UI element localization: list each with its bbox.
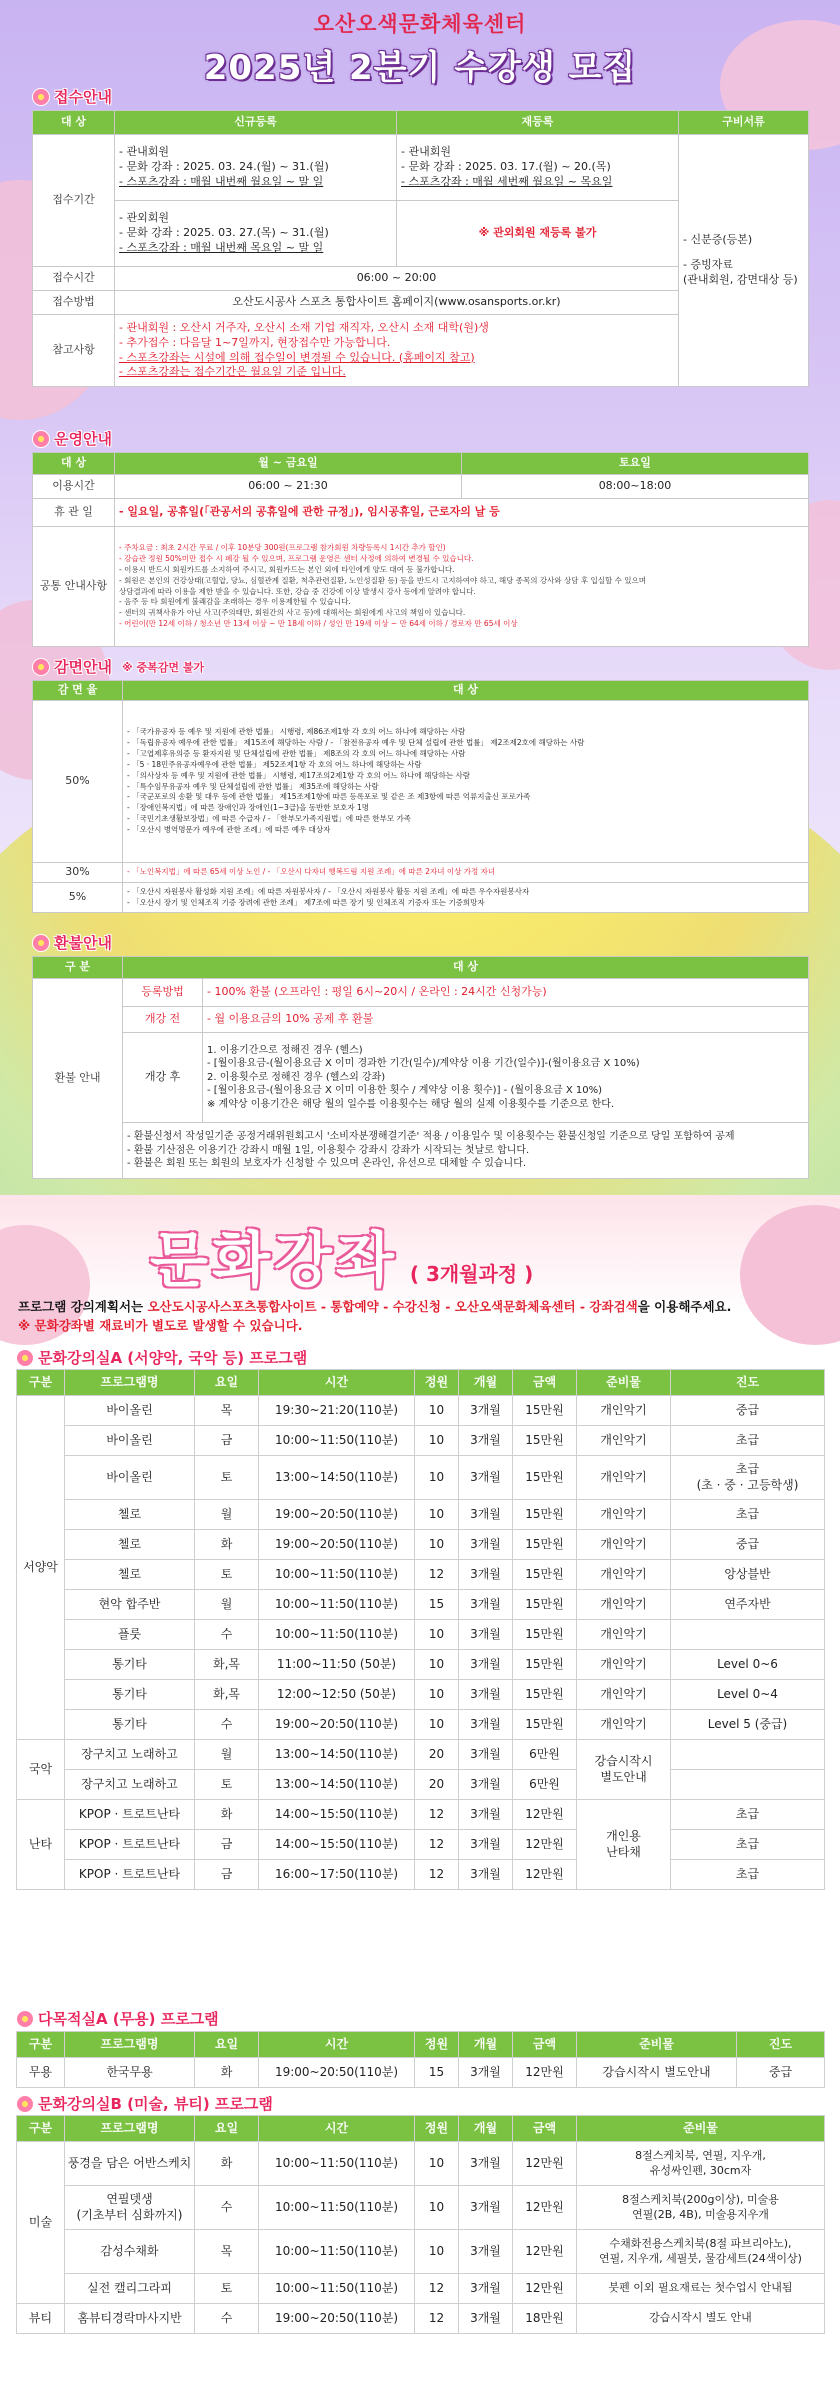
time-value: 06:00 ~ 20:00 (115, 267, 679, 291)
new-resident-cell: - 관내회원 - 문화 강좌 : 2025. 03. 24.(월) ~ 31.(월) - 스포츠강좌 : 매월 내번째 월요일 ~ 말 일 (115, 135, 397, 201)
time-cell: 19:00~20:50(110분) (259, 1710, 415, 1740)
program-name: KPOP · 트로트난타 (65, 1860, 195, 1890)
months-cell: 3개월 (459, 1860, 513, 1890)
price-cell: 15만원 (513, 1456, 577, 1500)
program-name: 홈뷰티경락마사지반 (65, 2304, 195, 2334)
capacity-cell: 10 (415, 1426, 459, 1456)
day-cell: 토 (195, 1456, 259, 1500)
capacity-cell: 10 (415, 2186, 459, 2230)
discount-rate: 50% (33, 701, 123, 863)
day-cell: 수 (195, 1620, 259, 1650)
closed-label: 휴 관 일 (33, 499, 115, 527)
category-cell: 무용 (17, 2058, 65, 2088)
header-cell: 정원 (415, 1370, 459, 1396)
saturday-hours: 08:00~18:00 (462, 475, 809, 499)
level-cell: 초급 (초 · 중 · 고등학생) (671, 1456, 825, 1500)
capacity-cell: 15 (415, 2058, 459, 2088)
time-cell: 10:00~11:50(110분) (259, 2186, 415, 2230)
time-label: 접수시간 (33, 267, 115, 291)
table-row (17, 1680, 825, 1710)
capacity-cell: 12 (415, 2274, 459, 2304)
level-cell: 초급 (671, 1426, 825, 1456)
program-name: 현악 합주반 (65, 1590, 195, 1620)
price-cell: 12만원 (513, 2142, 577, 2186)
months-cell: 3개월 (459, 1396, 513, 1426)
table-row (17, 1860, 825, 1890)
day-cell: 월 (195, 1590, 259, 1620)
header-cell: 준비물 (577, 1370, 671, 1396)
program-name: KPOP · 트로트난타 (65, 1800, 195, 1830)
discount-heading: 감면안내 ※ 중복감면 불가 (32, 656, 204, 677)
level-cell: 앙상블반 (671, 1560, 825, 1590)
materials-cell: 수채화전용스케치북(8절 파브리아노), 연필, 지우개, 세필붓, 물감세트(24색이상) (577, 2230, 825, 2274)
discount-targets: - 「노인복지법」에 따른 65세 이상 노인 / - 「오산시 다자녀 행복드림 지원 조례」에 따른 2자녀 이상 가정 자녀 (123, 863, 809, 883)
capacity-cell: 12 (415, 1800, 459, 1830)
flower-icon (16, 1349, 34, 1367)
materials-cell: 강습시작시 별도 안내 (577, 2304, 825, 2334)
table-row (17, 2142, 825, 2186)
header-cell: 재등록 (397, 111, 679, 135)
months-cell: 3개월 (459, 2230, 513, 2274)
materials-cell: 개인용 난타채 (577, 1800, 671, 1890)
discount-table (32, 680, 809, 913)
day-cell: 수 (195, 1710, 259, 1740)
day-cell: 월 (195, 1500, 259, 1530)
months-cell: 3개월 (459, 1590, 513, 1620)
materials-cell: 붓펜 이외 필요재료는 첫수업시 안내됨 (577, 2274, 825, 2304)
program-name: 통기타 (65, 1650, 195, 1680)
organization-name: 오산오색문화체육센터 (313, 12, 527, 36)
table-row (17, 1530, 825, 1560)
table-row (17, 1770, 825, 1800)
level-cell (671, 1620, 825, 1650)
price-cell: 15만원 (513, 1426, 577, 1456)
materials-cell: 개인악기 (577, 1680, 671, 1710)
months-cell: 3개월 (459, 1740, 513, 1770)
header-cell: 감 면 율 (33, 681, 123, 701)
months-cell: 3개월 (459, 1426, 513, 1456)
header-cell: 대 상 (33, 453, 115, 475)
day-cell: 화,목 (195, 1650, 259, 1680)
time-cell: 10:00~11:50(110분) (259, 2230, 415, 2274)
capacity-cell: 10 (415, 1396, 459, 1426)
header-cell: 금액 (513, 2116, 577, 2142)
common-notes: - 주차요금 : 최초 2시간 무료 / 이후 10분당 300원(프로그램 참가회원 차량등록시 1시간 추가 할인) - 강습관 정원 50%미만 접수 시 폐강 될 수 있으며, 프로그램 운영은 센터 사정에 의하여 변경될 수 있습니다. - 이용시 반드시 회원카드를 소지하여 주시고, 회원카드는 본인 외에 타인에게 양도 대여 등 불가합니다. - 회원은 본인의 건강상태(고혈압, 당뇨, 심혈관계 질환, 척추관련질환, 노인성질환 등) 등을 반드시 고지하여야 하고, 해당 종목의 강사와 상담 후 입실할 수 있으며 상담결과에 따라 이용을 제한 받을 수 있습니다. 또한, 강습 중 건강에 이상 발생시 강사 등에게 알려야 합니다. - 음주 등 타 회원에게 불쾌감을 초래하는 경우 이용제한될 수 있습니다. - 센터의 귀책사유가 아닌 사고(주의태만, 회원간의 사고 등)에 대해서는 회원에게 사고의 책임이 있습니다. - 어린이(만 12세 이하 / 청소년 만 13세 이상 ~ 만 18세 이하 / 성인 만 19세 이상 ~ 만 64세 이하 / 경로자 만 65세 이상 (115, 527, 809, 647)
header-cell: 준비물 (577, 2116, 825, 2142)
header-cell: 개월 (459, 2116, 513, 2142)
header-cell: 진도 (671, 1370, 825, 1396)
level-cell: 초급 (671, 1500, 825, 1530)
months-cell: 3개월 (459, 2058, 513, 2088)
program-name: 첼로 (65, 1560, 195, 1590)
program-name: 통기타 (65, 1710, 195, 1740)
table-row (17, 1830, 825, 1860)
course-notice: 프로그램 강의계획서는 오산도시공사스포츠통합사이트 - 통합예약 - 수강신청 - 오산오색문화체육센터 - 강좌검색을 이용해주세요. ※ 문화강좌별 재료비가 별도로 발생할 수 있습니다. (18, 1299, 732, 1333)
day-cell: 수 (195, 2186, 259, 2230)
flower-icon (32, 658, 50, 676)
day-cell: 화,목 (195, 1680, 259, 1710)
time-cell: 10:00~11:50(110분) (259, 2142, 415, 2186)
table-row (17, 1456, 825, 1500)
capacity-cell: 10 (415, 2230, 459, 2274)
price-cell: 12만원 (513, 2186, 577, 2230)
capacity-cell: 12 (415, 1830, 459, 1860)
months-cell: 3개월 (459, 1710, 513, 1740)
table-row (17, 2186, 825, 2230)
category-cell: 미술 (17, 2142, 65, 2304)
header-cell: 정원 (415, 2032, 459, 2058)
time-cell: 19:00~20:50(110분) (259, 2058, 415, 2088)
program-name: 실전 캘리그라피 (65, 2274, 195, 2304)
reception-table (32, 110, 809, 387)
day-cell: 화 (195, 1800, 259, 1830)
refund-table (32, 956, 809, 1179)
table-row (17, 2058, 825, 2088)
header-cell: 시간 (259, 2032, 415, 2058)
day-cell: 수 (195, 2304, 259, 2334)
header-cell: 금액 (513, 2032, 577, 2058)
level-cell (671, 1740, 825, 1770)
price-cell: 15만원 (513, 1560, 577, 1590)
program-name: 바이올린 (65, 1426, 195, 1456)
header-cell: 구비서류 (679, 111, 809, 135)
header-cell: 구분 (17, 1370, 65, 1396)
materials-cell: 강습시작시 별도안내 (577, 2058, 737, 2088)
header-cell: 개월 (459, 2032, 513, 2058)
category-cell: 서양악 (17, 1396, 65, 1740)
months-cell: 3개월 (459, 2304, 513, 2334)
table-row (17, 1650, 825, 1680)
materials-cell: 8절스케치북(200g이상), 미술용 연필(2B, 4B), 미술용지우개 (577, 2186, 825, 2230)
table-row (17, 1710, 825, 1740)
capacity-cell: 15 (415, 1590, 459, 1620)
re-resident-cell: - 관내회원 - 문화 강좌 : 2025. 03. 17.(월) ~ 20.(목) - 스포츠강좌 : 매월 세번째 월요일 ~ 목요일 (397, 135, 679, 201)
program-name: 통기타 (65, 1680, 195, 1710)
refund-heading: 환불안내 (32, 932, 112, 953)
poster-header (0, 8, 840, 89)
header-cell: 구 분 (33, 957, 123, 979)
flower-icon (32, 430, 50, 448)
capacity-cell: 10 (415, 1650, 459, 1680)
level-cell (671, 1770, 825, 1800)
flower-icon (32, 934, 50, 952)
header-cell: 프로그램명 (65, 1370, 195, 1396)
time-cell: 10:00~11:50(110분) (259, 1620, 415, 1650)
header-cell: 요일 (195, 2032, 259, 2058)
header-cell: 금액 (513, 1370, 577, 1396)
header-cell: 대 상 (123, 681, 809, 701)
discount-rate: 5% (33, 883, 123, 913)
time-cell: 12:00~12:50 (50분) (259, 1680, 415, 1710)
time-cell: 14:00~15:50(110분) (259, 1800, 415, 1830)
time-cell: 10:00~11:50(110분) (259, 1560, 415, 1590)
program-name: 한국무용 (65, 2058, 195, 2088)
reference-notes: - 관내회원 : 오산시 거주자, 오산시 소재 기업 재직자, 오산시 소재 대학(원)생 - 추가접수 : 다음달 1~7일까지, 현장접수만 가능합니다. - 스포츠강좌는 시설에 의해 접수일이 변경될 수 있습니다. (홈페이지 참고) - 스포츠강좌는 접수기간은 월요일 기준 입니다. (115, 315, 679, 387)
program-name: 첼로 (65, 1500, 195, 1530)
capacity-cell: 10 (415, 1710, 459, 1740)
program-name: 첼로 (65, 1530, 195, 1560)
price-cell: 15만원 (513, 1680, 577, 1710)
level-cell: Level 5 (중급) (671, 1710, 825, 1740)
room-a-heading: 문화강의실A (서양악, 국악 등) 프로그램 (16, 1347, 307, 1368)
capacity-cell: 10 (415, 2142, 459, 2186)
refund-footer: - 환불신청서 작성일기준 공정거래위원회고시 '소비자분쟁해결기준' 적용 / 이용일수 및 이용횟수는 환불신청일 기준으로 당일 포함하여 공제 - 환불 기산점은 이용기간 강좌시 매월 1일, 이용횟수 강좌시 강좌가 시작되는 첫날로 합니다. - 환불은 회원 또는 회원의 보호자가 신청할 수 있으며 온라인, 유선으로 대체할 수 있습니다. (123, 1123, 809, 1179)
capacity-cell: 10 (415, 1456, 459, 1500)
room-a-table (16, 1369, 825, 1890)
register-label: 등록방법 (123, 979, 203, 1007)
program-name: 바이올린 (65, 1456, 195, 1500)
period-label: 접수기간 (33, 135, 115, 267)
program-name: KPOP · 트로트난타 (65, 1830, 195, 1860)
header-cell: 구분 (17, 2116, 65, 2142)
header-cell: 프로그램명 (65, 2032, 195, 2058)
price-cell: 18만원 (513, 2304, 577, 2334)
time-cell: 19:00~20:50(110분) (259, 1530, 415, 1560)
common-label: 공통 안내사항 (33, 527, 115, 647)
table-row (17, 1396, 825, 1426)
months-cell: 3개월 (459, 1770, 513, 1800)
level-cell: 초급 (671, 1860, 825, 1890)
price-cell: 12만원 (513, 2230, 577, 2274)
day-cell: 토 (195, 2274, 259, 2304)
capacity-cell: 12 (415, 1560, 459, 1590)
weekday-hours: 06:00 ~ 21:30 (115, 475, 462, 499)
time-cell: 10:00~11:50(110분) (259, 1590, 415, 1620)
materials-cell: 개인악기 (577, 1620, 671, 1650)
price-cell: 15만원 (513, 1650, 577, 1680)
materials-cell: 개인악기 (577, 1500, 671, 1530)
price-cell: 15만원 (513, 1500, 577, 1530)
table-row (17, 1500, 825, 1530)
table-row (17, 2304, 825, 2334)
course-title: 문화강좌 ( 3개월과정 ) (150, 1226, 534, 1296)
operation-heading: 운영안내 (32, 428, 112, 449)
day-cell: 월 (195, 1740, 259, 1770)
header-cell: 월 ~ 금요일 (115, 453, 462, 475)
refund-side-label: 환불 안내 (33, 979, 123, 1179)
price-cell: 12만원 (513, 2058, 577, 2088)
day-cell: 토 (195, 1770, 259, 1800)
time-cell: 14:00~15:50(110분) (259, 1830, 415, 1860)
price-cell: 12만원 (513, 1830, 577, 1860)
header-cell: 대 상 (33, 111, 115, 135)
closed-days: - 일요일, 공휴일(「관공서의 공휴일에 관한 규정」), 임시공휴일, 근로자의 날 등 (115, 499, 809, 527)
months-cell: 3개월 (459, 2186, 513, 2230)
materials-cell: 개인악기 (577, 1710, 671, 1740)
after-value: 1. 이용기간으로 정해진 경우 (헬스) - [월이용요금-(월이용요금 X 이미 경과한 기간(일수)/계약상 이용 기간(일수)]-(월이용요금 X 10%) 2. 이용횟수로 정해진 경우 (헬스외 강좌) - [월이용요금-(월이용요금 X 이미 이용한 횟수 / 계약상 이용 횟수)] - (월이용요금 X 10%) ※ 계약상 이용기간은 해당 월의 일수를 이용횟수는 해당 월의 실제 이용횟수를 기준으로 한다. (203, 1033, 809, 1123)
discount-note: ※ 중복감면 불가 (121, 660, 205, 674)
multi-room-table (16, 2031, 825, 2088)
level-cell: Level 0~4 (671, 1680, 825, 1710)
program-name: 풍경을 담은 어반스케치 (65, 2142, 195, 2186)
room-b-heading: 문화강의실B (미술, 뷰티) 프로그램 (16, 2093, 273, 2114)
months-cell: 3개월 (459, 1800, 513, 1830)
header-cell: 프로그램명 (65, 2116, 195, 2142)
program-name: 장구치고 노래하고 (65, 1770, 195, 1800)
price-cell: 15만원 (513, 1396, 577, 1426)
reception-heading: 접수안내 (32, 86, 112, 107)
header-cell: 구분 (17, 2032, 65, 2058)
header-cell: 정원 (415, 2116, 459, 2142)
day-cell: 화 (195, 2058, 259, 2088)
capacity-cell: 12 (415, 2304, 459, 2334)
day-cell: 목 (195, 2230, 259, 2274)
program-name: 감성수채화 (65, 2230, 195, 2274)
months-cell: 3개월 (459, 1456, 513, 1500)
time-cell: 13:00~14:50(110분) (259, 1740, 415, 1770)
table-row (17, 2230, 825, 2274)
price-cell: 6만원 (513, 1770, 577, 1800)
materials-cell: 개인악기 (577, 1530, 671, 1560)
price-cell: 15만원 (513, 1590, 577, 1620)
day-cell: 금 (195, 1830, 259, 1860)
multi-room-heading: 다목적실A (무용) 프로그램 (16, 2008, 219, 2029)
method-value: 오산도시공사 스포츠 통합사이트 홈페이지(www.osansports.or.kr) (115, 291, 679, 315)
time-cell: 19:00~20:50(110분) (259, 1500, 415, 1530)
months-cell: 3개월 (459, 2274, 513, 2304)
discount-targets: - 「오산시 자원봉사 활성화 지원 조례」에 따른 자원봉사자 / - 「오산시 자원봉사 활동 지원 조례」에 따른 우수자원봉사자 - 「오산시 장기 및 인체조직 기증 장려에 관한 조례」 제7조에 따른 장기 및 인체조직 기증자 또는 기증희망자 (123, 883, 809, 913)
materials-cell: 개인악기 (577, 1396, 671, 1426)
room-b-table (16, 2115, 825, 2334)
months-cell: 3개월 (459, 1680, 513, 1710)
after-label: 개강 후 (123, 1033, 203, 1123)
price-cell: 12만원 (513, 1800, 577, 1830)
category-cell: 난타 (17, 1800, 65, 1890)
time-cell: 16:00~17:50(110분) (259, 1860, 415, 1890)
price-cell: 15만원 (513, 1530, 577, 1560)
materials-cell: 8절스케치북, 연필, 지우개, 유성싸인펜, 30cm자 (577, 2142, 825, 2186)
time-cell: 10:00~11:50(110분) (259, 2274, 415, 2304)
months-cell: 3개월 (459, 2142, 513, 2186)
level-cell: 중급 (671, 1530, 825, 1560)
before-label: 개강 전 (123, 1007, 203, 1033)
time-cell: 13:00~14:50(110분) (259, 1770, 415, 1800)
materials-cell: 개인악기 (577, 1426, 671, 1456)
cherry-blossom-decoration (740, 1205, 840, 1345)
table-row (17, 1426, 825, 1456)
capacity-cell: 10 (415, 1680, 459, 1710)
capacity-cell: 10 (415, 1500, 459, 1530)
months-cell: 3개월 (459, 1650, 513, 1680)
required-docs-cell: - 신분증(등본) - 증빙자료 (관내회원, 감면대상 등) (679, 135, 809, 387)
header-cell: 시간 (259, 1370, 415, 1396)
time-cell: 11:00~11:50 (50분) (259, 1650, 415, 1680)
capacity-cell: 10 (415, 1620, 459, 1650)
months-cell: 3개월 (459, 1830, 513, 1860)
header-cell: 신규등록 (115, 111, 397, 135)
program-name: 장구치고 노래하고 (65, 1740, 195, 1770)
discount-targets: - 「국가유공자 등 예우 및 지원에 관한 법률」 시행령, 제86조제1항 각 호의 어느 하나에 해당하는 사람 - 「독립유공자 예우에 관한 법률」 제15조에 해당하는 사람 / - 「참전유공자 예우 및 단체 설립에 관한 법률」 제2조제2호에 해당하는 사람 - 「고엽제후유의증 등 환자지원 및 단체설립에 관한 법률」 제8조의 각 호의 어느 하나에 해당하는 사람 - 「5 · 18민주유공자예우에 관한 법률」 제52조제1항 각 호의 어느 하나에 해당하는 사람 - 「의사상자 등 예우 및 지원에 관한 법률」 시행령, 제17조의2제1항 각 호의 어느 하나에 해당하는 사람 - 「특수임무유공자 예우 및 단체설립에 관한 법률」 제35조에 해당하는 사람 - 「국군포로의 송환 및 대우 등에 관한 법률」 제15조제1항에 따른 등록포로 및 같은 조 제3항에 따른 억류지출신 포로가족 - 「장애인복지법」에 따른 장애인과 장애인(1~3급)을 동반한 보호자 1명 - 「국민기초생활보장법」에 따른 수급자 / - 「한부모가족지원법」에 따른 한부모 가족 - 「오산시 병역명문가 예우에 관한 조례」에 따른 예우 대상자 (123, 701, 809, 863)
level-cell: 연주자반 (671, 1590, 825, 1620)
header-cell: 요일 (195, 1370, 259, 1396)
time-cell: 19:30~21:20(110분) (259, 1396, 415, 1426)
header-cell: 토요일 (462, 453, 809, 475)
reference-label: 참고사항 (33, 315, 115, 387)
price-cell: 12만원 (513, 2274, 577, 2304)
level-cell: 초급 (671, 1800, 825, 1830)
time-cell: 10:00~11:50(110분) (259, 1426, 415, 1456)
table-row (17, 2274, 825, 2304)
level-cell: 초급 (671, 1830, 825, 1860)
program-name: 연필뎃생 (기초부터 심화까지) (65, 2186, 195, 2230)
day-cell: 화 (195, 2142, 259, 2186)
materials-cell: 개인악기 (577, 1590, 671, 1620)
table-row (17, 1740, 825, 1770)
discount-rate: 30% (33, 863, 123, 883)
table-row (17, 1620, 825, 1650)
price-cell: 6만원 (513, 1740, 577, 1770)
header-cell: 진도 (737, 2032, 825, 2058)
before-value: - 월 이용요금의 10% 공제 후 환불 (203, 1007, 809, 1033)
header-cell: 요일 (195, 2116, 259, 2142)
operation-table (32, 452, 809, 647)
program-name: 플룻 (65, 1620, 195, 1650)
register-value: - 100% 환불 (오프라인 : 평일 6시~20시 / 온라인 : 24시간 신청가능) (203, 979, 809, 1007)
price-cell: 15만원 (513, 1620, 577, 1650)
re-nonresident-cell: ※ 관외회원 재등록 불가 (397, 201, 679, 267)
table-row (17, 1590, 825, 1620)
day-cell: 금 (195, 1860, 259, 1890)
price-cell: 12만원 (513, 1860, 577, 1890)
capacity-cell: 10 (415, 1530, 459, 1560)
hours-label: 이용시간 (33, 475, 115, 499)
day-cell: 목 (195, 1396, 259, 1426)
materials-cell: 개인악기 (577, 1456, 671, 1500)
flower-icon (16, 2095, 34, 2113)
capacity-cell: 12 (415, 1860, 459, 1890)
materials-cell: 개인악기 (577, 1650, 671, 1680)
months-cell: 3개월 (459, 1560, 513, 1590)
months-cell: 3개월 (459, 1620, 513, 1650)
flower-icon (32, 88, 50, 106)
materials-cell: 강습시작시 별도안내 (577, 1740, 671, 1800)
category-cell: 뷰티 (17, 2304, 65, 2334)
program-name: 바이올린 (65, 1396, 195, 1426)
level-cell: Level 0~6 (671, 1650, 825, 1680)
page-title: 2025년 2분기 수강생 모집 (203, 48, 637, 88)
flower-icon (16, 2010, 34, 2028)
level-cell: 중급 (671, 1396, 825, 1426)
header-cell: 대 상 (123, 957, 809, 979)
day-cell: 화 (195, 1530, 259, 1560)
time-cell: 19:00~20:50(110분) (259, 2304, 415, 2334)
months-cell: 3개월 (459, 1500, 513, 1530)
day-cell: 토 (195, 1560, 259, 1590)
new-nonresident-cell: - 관외회원 - 문화 강좌 : 2025. 03. 27.(목) ~ 31.(월) - 스포츠강좌 : 매월 내번째 목요일 ~ 말 일 (115, 201, 397, 267)
table-row (17, 1560, 825, 1590)
category-cell: 국악 (17, 1740, 65, 1800)
day-cell: 금 (195, 1426, 259, 1456)
materials-cell: 개인악기 (577, 1560, 671, 1590)
time-cell: 13:00~14:50(110분) (259, 1456, 415, 1500)
months-cell: 3개월 (459, 1530, 513, 1560)
culture-course-section (0, 1195, 840, 2388)
level-cell: 중급 (737, 2058, 825, 2088)
header-cell: 준비물 (577, 2032, 737, 2058)
header-cell: 시간 (259, 2116, 415, 2142)
capacity-cell: 20 (415, 1770, 459, 1800)
header-cell: 개월 (459, 1370, 513, 1396)
price-cell: 15만원 (513, 1710, 577, 1740)
method-label: 접수방법 (33, 291, 115, 315)
table-row (17, 1800, 825, 1830)
capacity-cell: 20 (415, 1740, 459, 1770)
